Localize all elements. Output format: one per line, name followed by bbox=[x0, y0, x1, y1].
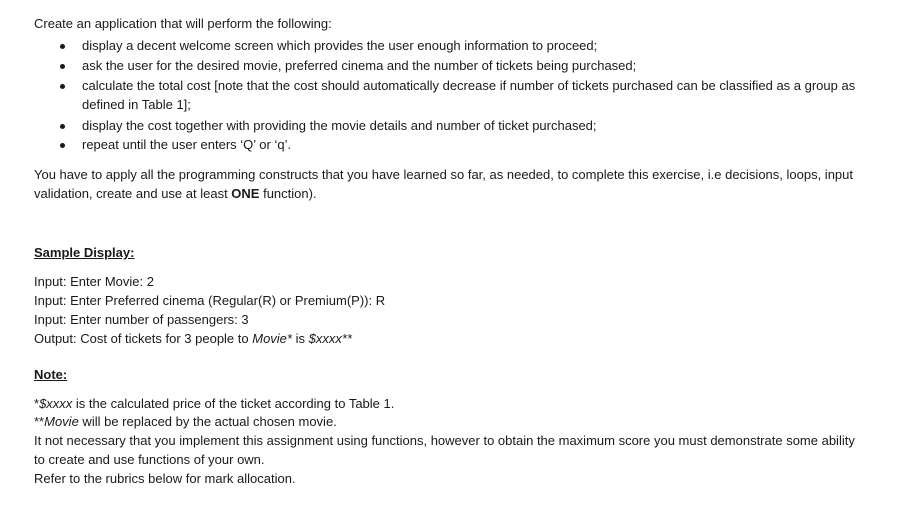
bullet-icon bbox=[60, 143, 65, 148]
output-text: Output: Cost of tickets for 3 people to bbox=[34, 331, 253, 346]
note-line: to create and use functions of your own. bbox=[34, 452, 265, 467]
output-text: is bbox=[291, 331, 309, 346]
intro-text: Create an application that will perform the following: bbox=[34, 16, 332, 31]
list-item-continuation: defined in Table 1]; bbox=[82, 97, 191, 112]
sample-input-line: Input: Enter number of passengers: 3 bbox=[34, 312, 249, 327]
note-line: It not necessary that you implement this assignment using functions, however to obtain the maximum score you must demonstrate some ability bbox=[34, 433, 855, 448]
output-price-placeholder: $xxxx** bbox=[308, 331, 352, 346]
note-marker: ** bbox=[34, 414, 45, 429]
note-text: will be replaced by the actual chosen movie. bbox=[78, 414, 337, 429]
note-text: is the calculated price of the ticket according to Table 1. bbox=[72, 396, 395, 411]
sample-output-line bbox=[34, 330, 352, 348]
sample-input-line: Input: Enter Movie: 2 bbox=[34, 274, 154, 289]
sample-display-heading: Sample Display: bbox=[34, 245, 135, 260]
paragraph-text: function). bbox=[259, 186, 317, 201]
list-item-text: ask the user for the desired movie, preferred cinema and the number of tickets being purchased; bbox=[82, 58, 637, 73]
list-item-text: calculate the total cost [note that the cost should automatically decrease if number of tickets purchased can be classified as a group as bbox=[82, 78, 856, 93]
bullet-icon bbox=[60, 64, 65, 69]
note-movie-placeholder: Movie bbox=[44, 414, 79, 429]
instructions-paragraph-line-2 bbox=[34, 185, 317, 203]
sample-input-line: Input: Enter Preferred cinema (Regular(R) or Premium(P)): R bbox=[34, 293, 386, 308]
instructions-paragraph-line-1: You have to apply all the programming constructs that you have learned so far, as needed, to complete this exercise, i.e decisions, loops, input bbox=[34, 167, 853, 182]
emphasis-text: ONE bbox=[231, 186, 260, 201]
output-movie-placeholder: Movie* bbox=[252, 331, 292, 346]
list-item-text: display the cost together with providing the movie details and number of ticket purchased; bbox=[82, 118, 597, 133]
list-item-text: repeat until the user enters ‘Q’ or ‘q’. bbox=[82, 137, 292, 152]
note-heading: Note: bbox=[34, 367, 68, 382]
note-line: Refer to the rubrics below for mark allocation. bbox=[34, 471, 296, 486]
bullet-icon bbox=[60, 44, 65, 49]
note-line bbox=[34, 395, 394, 413]
note-price-placeholder: $xxxx bbox=[39, 396, 73, 411]
note-marker: * bbox=[34, 396, 40, 411]
note-line bbox=[34, 413, 337, 431]
bullet-icon bbox=[60, 124, 65, 129]
bullet-icon bbox=[60, 84, 65, 89]
list-item-text: display a decent welcome screen which provides the user enough information to proceed; bbox=[82, 38, 598, 53]
paragraph-text: validation, create and use at least bbox=[34, 186, 232, 201]
